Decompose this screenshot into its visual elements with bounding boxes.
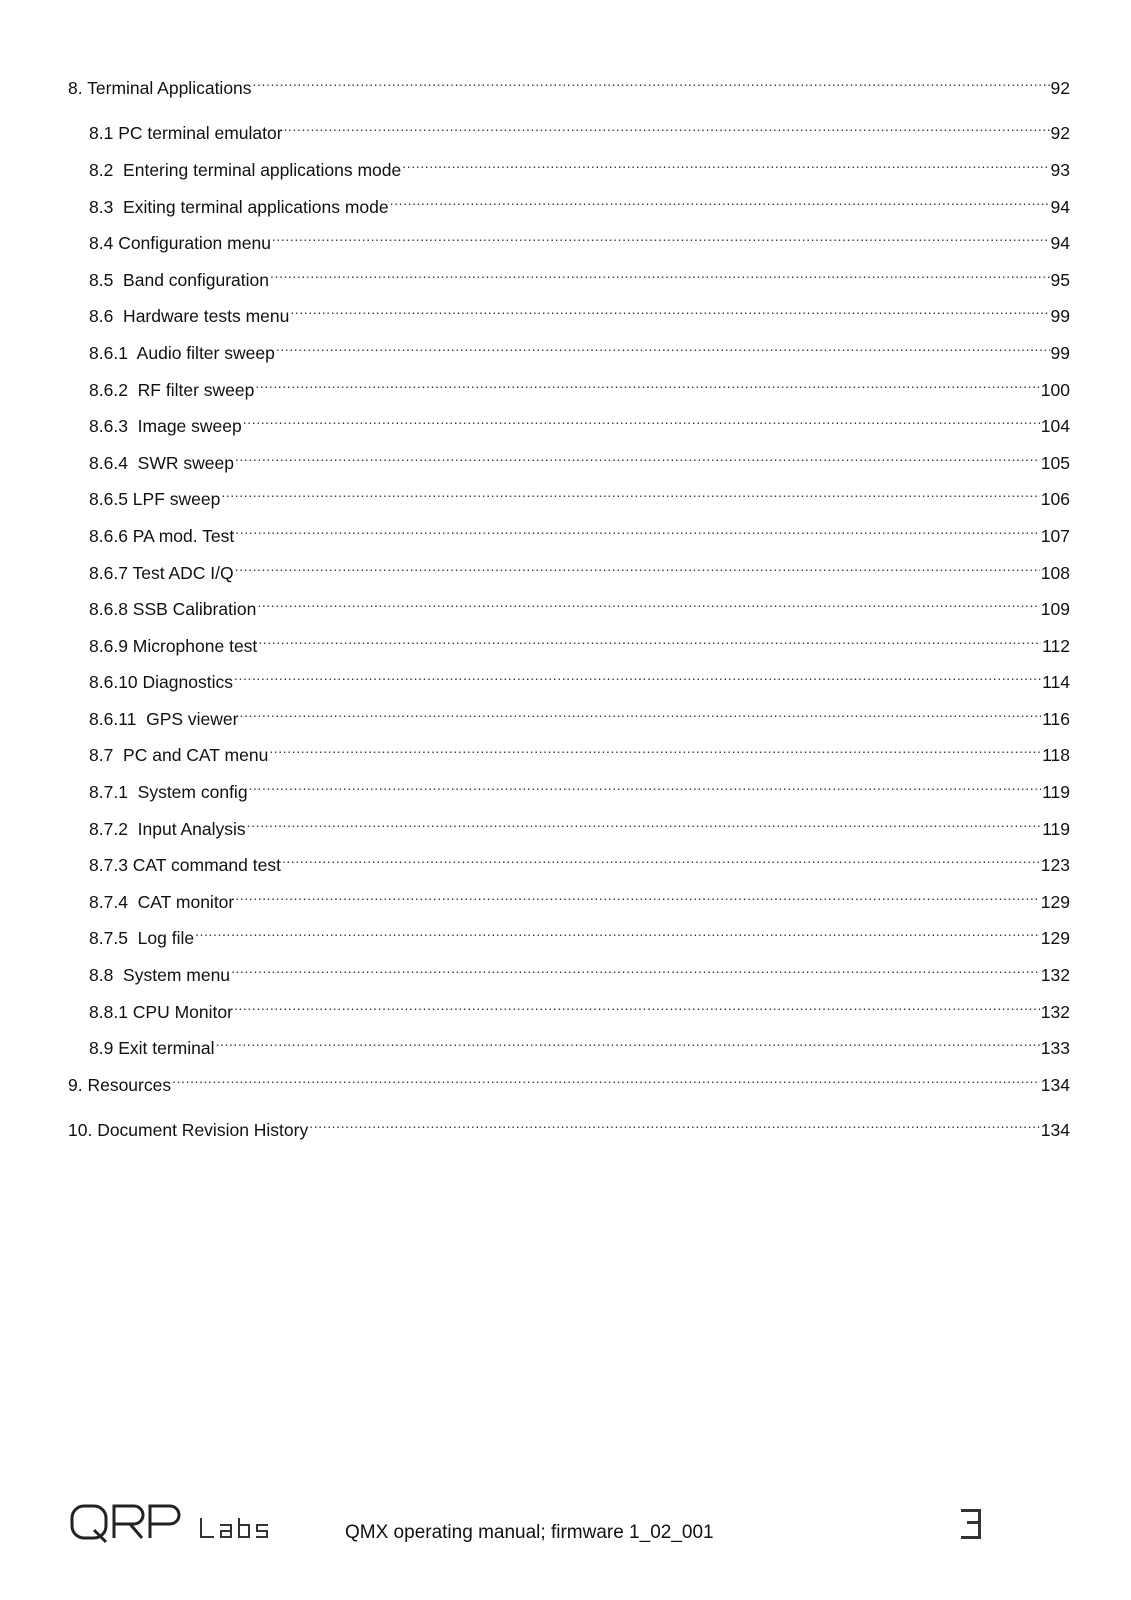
toc-entry[interactable] bbox=[68, 551, 1070, 588]
toc-dot-leader bbox=[195, 917, 1040, 945]
toc-entry-page: 92 bbox=[1050, 123, 1070, 144]
toc-dot-leader bbox=[284, 112, 1050, 140]
toc-entry-title: 8.2 Entering terminal applications mode bbox=[89, 159, 402, 180]
toc-entry[interactable] bbox=[68, 661, 1070, 698]
toc-entry-page: 114 bbox=[1042, 672, 1070, 693]
toc-entry-title: 8.6.2 RF filter sweep bbox=[89, 379, 255, 400]
toc-entry[interactable] bbox=[68, 514, 1070, 551]
page-number bbox=[958, 1506, 986, 1542]
toc-entry[interactable] bbox=[68, 1063, 1070, 1100]
toc-entry-page: 95 bbox=[1050, 269, 1070, 290]
table-of-contents bbox=[68, 66, 1070, 1145]
qrp-labs-logo bbox=[70, 1502, 290, 1548]
toc-entry-title: 8.6.1 Audio filter sweep bbox=[89, 342, 275, 363]
toc-dot-leader bbox=[243, 404, 1040, 432]
toc-entry-page: 132 bbox=[1040, 965, 1070, 986]
toc-dot-leader bbox=[234, 661, 1041, 689]
toc-entry-page: 134 bbox=[1040, 1120, 1070, 1141]
toc-entry-title: 8.9 Exit terminal bbox=[89, 1038, 215, 1059]
toc-entry-page: 129 bbox=[1040, 891, 1070, 912]
toc-entry-title: 8.7.1 System config bbox=[89, 782, 248, 803]
toc-entry-title: 8.8.1 CPU Monitor bbox=[89, 1001, 233, 1022]
toc-dot-leader bbox=[221, 478, 1039, 506]
toc-entry-title: 8.3 Exiting terminal applications mode bbox=[89, 196, 389, 217]
toc-entry-page: 119 bbox=[1042, 782, 1070, 803]
toc-dot-leader bbox=[235, 514, 1040, 542]
toc-entry-title: 10. Document Revision History bbox=[68, 1120, 309, 1141]
toc-dot-leader bbox=[247, 807, 1041, 835]
toc-entry[interactable] bbox=[68, 368, 1070, 405]
toc-dot-leader bbox=[257, 587, 1039, 615]
toc-entry[interactable] bbox=[68, 697, 1070, 734]
toc-entry-title: 8.6.5 LPF sweep bbox=[89, 489, 221, 510]
toc-dot-leader bbox=[249, 770, 1042, 798]
toc-dot-leader bbox=[269, 734, 1041, 762]
toc-entry-page: 100 bbox=[1040, 379, 1070, 400]
toc-entry-page: 92 bbox=[1050, 77, 1070, 98]
toc-entry-page: 132 bbox=[1040, 1001, 1070, 1022]
toc-dot-leader bbox=[231, 953, 1040, 981]
toc-entry[interactable] bbox=[68, 331, 1070, 368]
toc-entry[interactable] bbox=[68, 478, 1070, 515]
toc-dot-leader bbox=[402, 148, 1049, 176]
toc-entry[interactable] bbox=[68, 441, 1070, 478]
toc-entry[interactable] bbox=[68, 880, 1070, 917]
toc-entry-page: 123 bbox=[1040, 855, 1070, 876]
toc-entry-title: 8. Terminal Applications bbox=[68, 77, 252, 98]
toc-entry-title: 8.7.3 CAT command test bbox=[89, 855, 281, 876]
toc-entry-page: 119 bbox=[1042, 818, 1070, 839]
toc-entry[interactable] bbox=[68, 258, 1070, 295]
toc-dot-leader bbox=[270, 258, 1050, 286]
toc-entry[interactable] bbox=[68, 624, 1070, 661]
toc-dot-leader bbox=[215, 1026, 1039, 1054]
toc-entry[interactable] bbox=[68, 185, 1070, 222]
toc-entry[interactable] bbox=[68, 770, 1070, 807]
toc-dot-leader bbox=[235, 441, 1040, 469]
toc-entry-page: 109 bbox=[1040, 599, 1070, 620]
toc-entry-title: 8.6.7 Test ADC I/Q bbox=[89, 562, 234, 583]
toc-entry-page: 93 bbox=[1050, 159, 1070, 180]
toc-entry-title: 8.8 System menu bbox=[89, 965, 231, 986]
toc-entry-page: 94 bbox=[1050, 233, 1070, 254]
toc-dot-leader bbox=[290, 295, 1049, 323]
toc-entry-page: 104 bbox=[1040, 416, 1070, 437]
toc-entry-page: 99 bbox=[1050, 306, 1070, 327]
toc-entry-title: 8.6.11 GPS viewer bbox=[89, 708, 239, 729]
toc-entry[interactable] bbox=[68, 917, 1070, 954]
toc-entry-page: 99 bbox=[1050, 342, 1070, 363]
toc-entry-page: 106 bbox=[1040, 489, 1070, 510]
toc-entry-title: 8.6.8 SSB Calibration bbox=[89, 599, 257, 620]
toc-entry-title: 8.6 Hardware tests menu bbox=[89, 306, 290, 327]
toc-entry-page: 133 bbox=[1040, 1038, 1070, 1059]
toc-entry-title: 8.6.10 Diagnostics bbox=[89, 672, 233, 693]
toc-entry-title: 8.5 Band configuration bbox=[89, 269, 269, 290]
page-footer bbox=[0, 1500, 1131, 1580]
toc-entry[interactable] bbox=[68, 295, 1070, 332]
toc-entry[interactable] bbox=[68, 1109, 1070, 1146]
toc-entry[interactable] bbox=[68, 953, 1070, 990]
toc-dot-leader bbox=[235, 551, 1040, 579]
toc-entry-title: 8.6.4 SWR sweep bbox=[89, 452, 234, 473]
toc-entry-title: 8.7 PC and CAT menu bbox=[89, 745, 269, 766]
toc-dot-leader bbox=[172, 1063, 1040, 1091]
toc-dot-leader bbox=[239, 697, 1041, 725]
toc-entry-title: 9. Resources bbox=[68, 1074, 172, 1095]
toc-entry-title: 8.1 PC terminal emulator bbox=[89, 123, 283, 144]
toc-entry-title: 8.4 Configuration menu bbox=[89, 233, 271, 254]
toc-entry-title: 8.6.9 Microphone test bbox=[89, 635, 258, 656]
toc-dot-leader bbox=[282, 843, 1040, 871]
toc-entry-page: 108 bbox=[1040, 562, 1070, 583]
toc-entry-title: 8.7.5 Log file bbox=[89, 928, 195, 949]
toc-entry-title: 8.7.2 Input Analysis bbox=[89, 818, 246, 839]
toc-dot-leader bbox=[309, 1109, 1040, 1137]
toc-entry[interactable] bbox=[68, 990, 1070, 1027]
toc-entry-page: 105 bbox=[1040, 452, 1070, 473]
toc-entry[interactable] bbox=[68, 587, 1070, 624]
toc-entry-page: 116 bbox=[1042, 708, 1070, 729]
manual-title: QMX operating manual; firmware 1_02_001 bbox=[345, 1522, 714, 1543]
toc-dot-leader bbox=[234, 990, 1040, 1018]
toc-dot-leader bbox=[255, 368, 1039, 396]
toc-entry[interactable] bbox=[68, 221, 1070, 258]
toc-entry-page: 94 bbox=[1050, 196, 1070, 217]
toc-entry[interactable] bbox=[68, 112, 1070, 149]
toc-dot-leader bbox=[258, 624, 1041, 652]
toc-entry[interactable] bbox=[68, 66, 1070, 103]
toc-entry[interactable] bbox=[68, 404, 1070, 441]
toc-dot-leader bbox=[272, 221, 1050, 249]
toc-dot-leader bbox=[253, 66, 1050, 94]
toc-entry-page: 118 bbox=[1042, 745, 1070, 766]
toc-entry[interactable] bbox=[68, 843, 1070, 880]
toc-entry[interactable] bbox=[68, 148, 1070, 185]
toc-dot-leader bbox=[235, 880, 1040, 908]
toc-dot-leader bbox=[390, 185, 1050, 213]
toc-entry-title: 8.6.6 PA mod. Test bbox=[89, 525, 235, 546]
toc-entry-page: 134 bbox=[1040, 1074, 1070, 1095]
toc-entry-title: 8.6.3 Image sweep bbox=[89, 416, 242, 437]
toc-entry[interactable] bbox=[68, 734, 1070, 771]
toc-entry-page: 112 bbox=[1042, 635, 1070, 656]
toc-entry[interactable] bbox=[68, 807, 1070, 844]
toc-dot-leader bbox=[276, 331, 1050, 359]
toc-entry-title: 8.7.4 CAT monitor bbox=[89, 891, 235, 912]
toc-entry-page: 107 bbox=[1040, 525, 1070, 546]
toc-entry[interactable] bbox=[68, 1026, 1070, 1063]
toc-entry-page: 129 bbox=[1040, 928, 1070, 949]
